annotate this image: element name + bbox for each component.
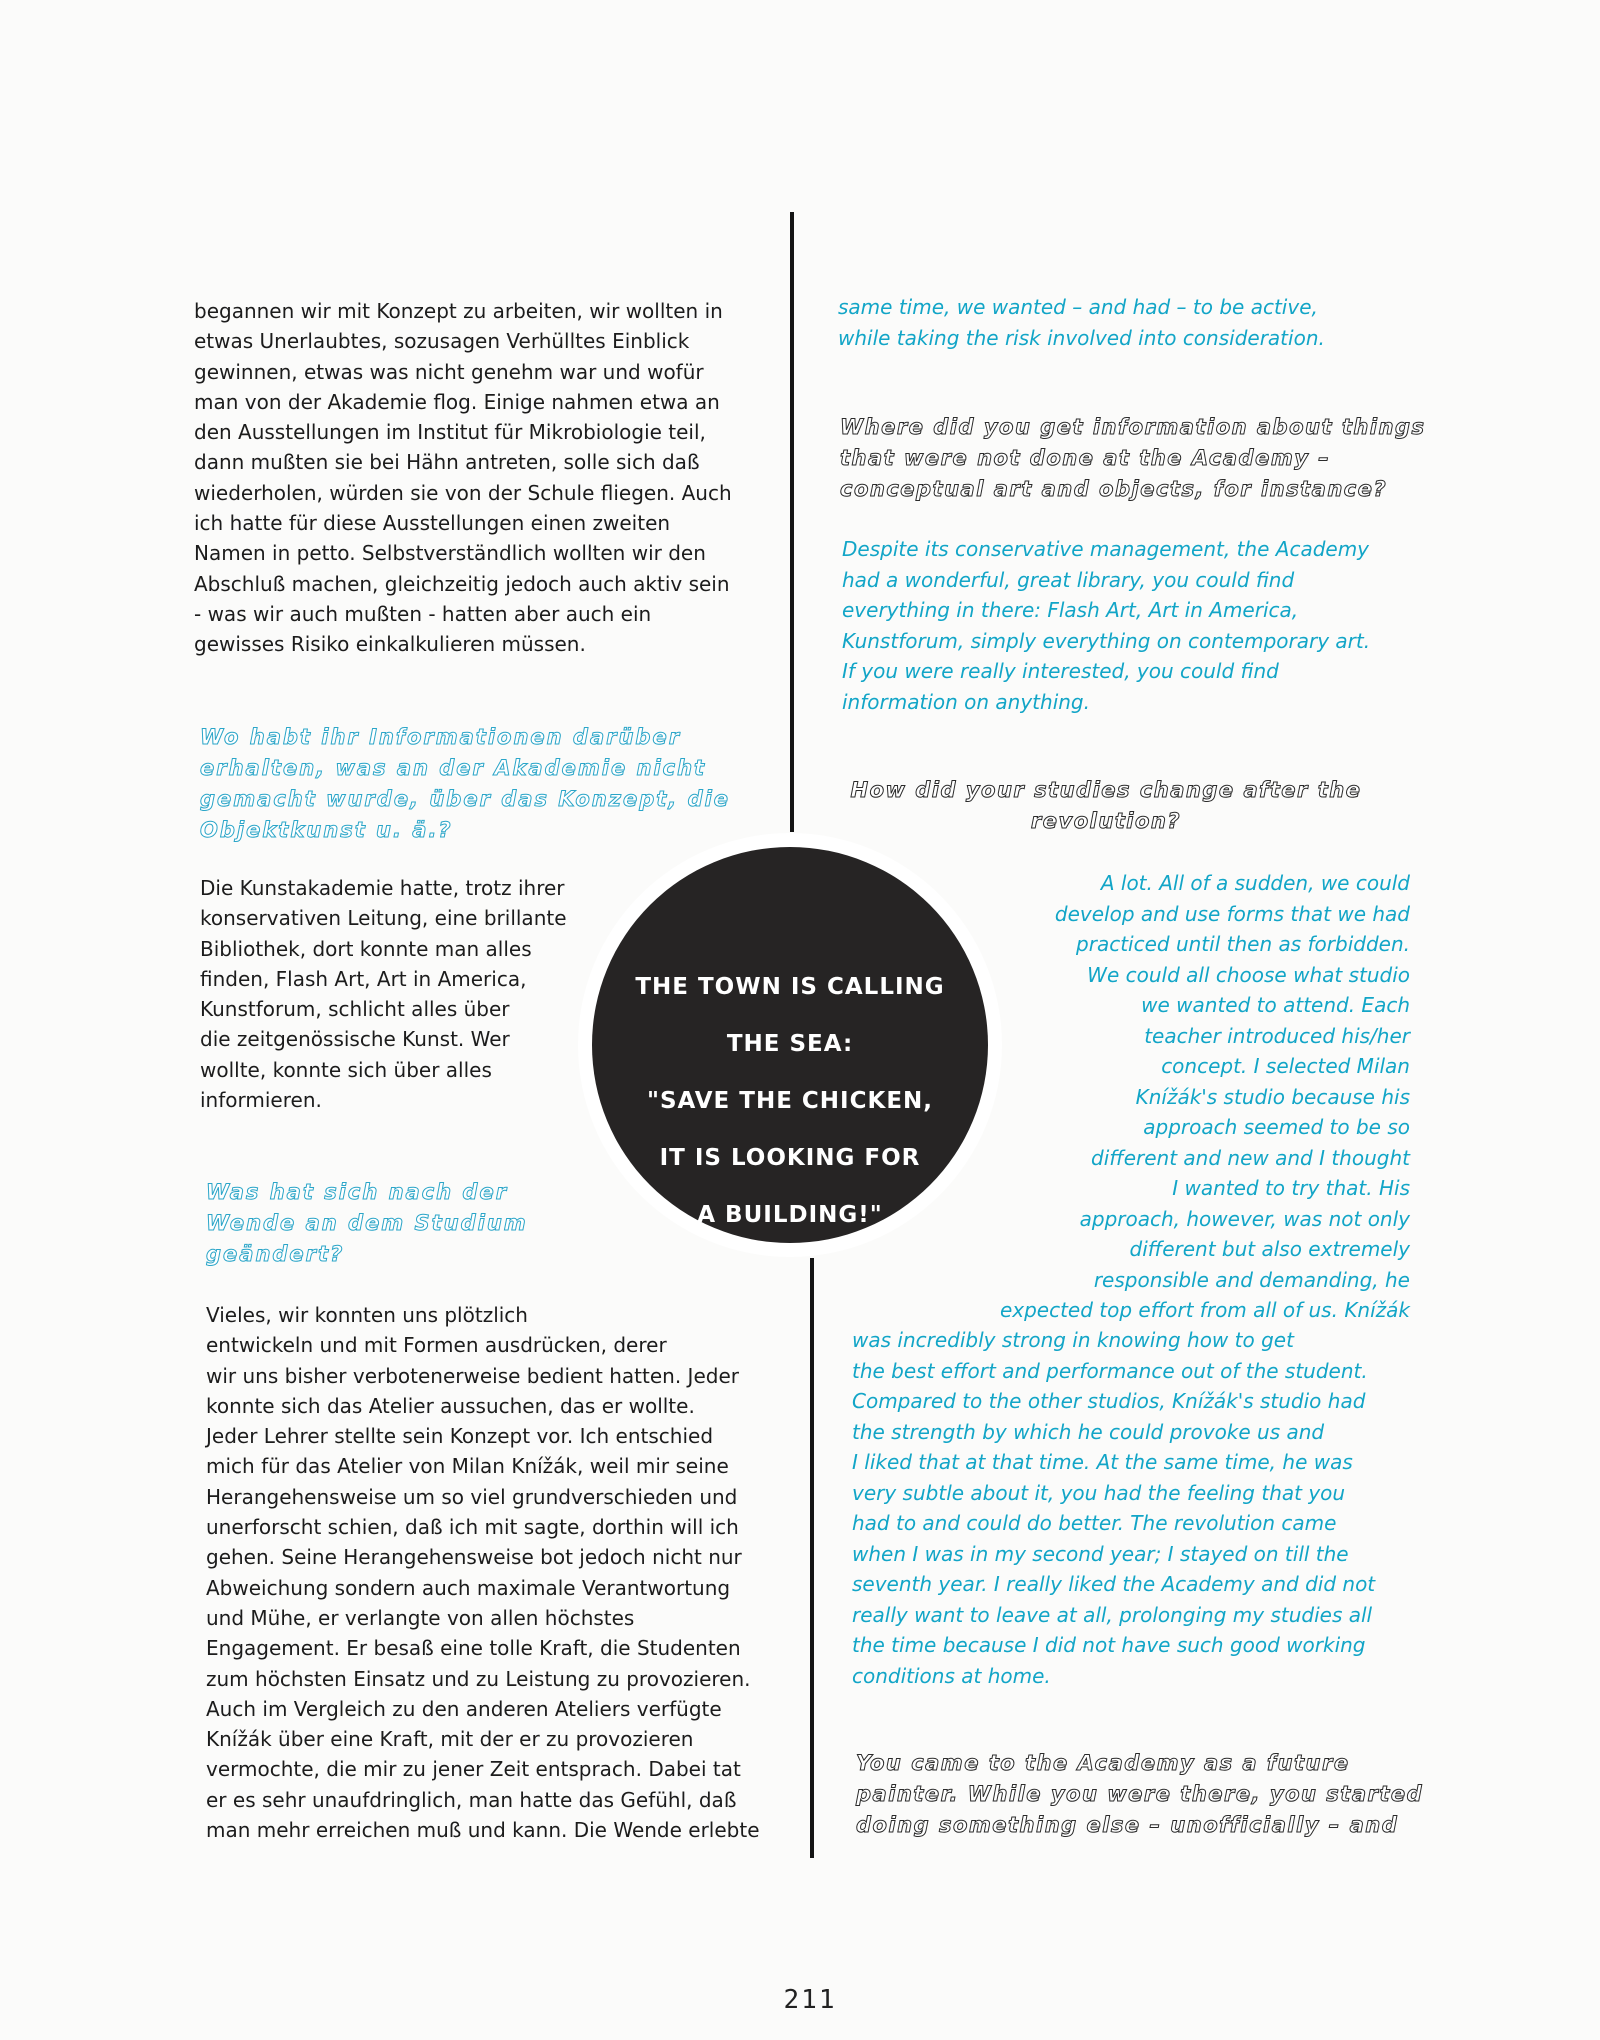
pull-quote-circle xyxy=(578,833,1002,1257)
english-question-1: Where did you get information about things that were not done at the Academy – conceptual art and objects, for instance? xyxy=(840,415,1426,501)
column-divider-top xyxy=(790,212,794,832)
german-paragraph-3: Vieles, wir konnten uns plötzlich entwickeln und mit Formen ausdrücken, derer wir uns bisher verbotenerweise bedient hatten. Jeder konnte sich das Atelier aussuchen, das er wollte. Jeder Lehrer stellte sein Konzept vor. Ich entschied mich für das Atelier von Milan Knížák, weil mir seine Herangehensweise um so viel grundverschieden und unerforscht schien, daß ich mit sagte, dorthin will ich gehen. Seine Herangehensweise bot jedoch nicht nur Abweichung sondern auch maximale Verantwortung und Mühe, er verlangte von allen höchstes Engagement. Er besaß eine tolle Kraft, die Studenten zum höchsten Einsatz und zu Leistung zu provozieren. Auch im Vergleich zu den anderen Ateliers verfügte Knížák über eine Kraft, mit der er zu provozieren vermochte, die mir zu jener Zeit entsprach. Dabei tat er es sehr unaufdringlich, man hatte das Gefühl, daß man mehr erreichen muß und kann. Die Wende erlebte xyxy=(206,1303,760,1843)
pull-quote-disc xyxy=(592,847,988,1243)
english-question-3: You came to the Academy as a future painter. While you were there, you started doing something else – unofficially – and xyxy=(856,1751,1424,1837)
english-paragraph-3b: was incredibly strong in knowing how to get the best effort and performance out of the student. Compared to the other studios, Knížák's studio had the strength by which he could provoke us and I liked that at that time. At the same time, he was very subtle about it, you had the feeling that you had to and could do better. The revolution came when I was in my second year; I stayed on till the seventh year. I really liked the Academy and did not really want to leave at all, prolonging my studies all the time because I did not have such good working conditions at home. xyxy=(852,1328,1376,1688)
german-paragraph-1: begannen wir mit Konzept zu arbeiten, wir wollten in etwas Unerlaubtes, sozusagen Verhülltes Einblick gewinnen, etwas was nicht genehm war und wofür man von der Akademie flog. Einige nahmen etwa an den Ausstellungen im Institut für Mikrobiologie teil, dann mußten sie bei Hähn antreten, solle sich daß wiederholen, würden sie von der Schule fliegen. Auch ich hatte für diese Ausstellungen einen zweiten Namen in petto. Selbstverständlich wollten wir den Abschluß machen, gleichzeitig jedoch auch aktiv sein - was wir auch mußten - hatten aber auch ein gewisses Risiko einkalkulieren müssen. xyxy=(194,299,732,657)
english-paragraph-2: Despite its conservative management, the Academy had a wonderful, great library, you could find everything in there: Flash Art, Art in America, Kunstforum, simply everything on contemporary art. If you were really interested, you could find information on anything. xyxy=(842,537,1371,714)
english-paragraph-3a: A lot. All of a sudden, we could develop and use forms that we had practiced until then as forbidden. We could all choose what studio we wanted to attend. Each teacher introduced his/her concept. I selected Milan Knížák's studio because his approach seemed to be so different and new and I thought I wanted to try that. His approach, however, was not only different but also extremely responsible and demanding, he expected top effort from all of us. Knížák xyxy=(999,871,1410,1322)
pull-quote-text: THE TOWN IS CALLING THE SEA: "SAVE THE CHICKEN, IT IS LOOKING FOR A BUILDING!" xyxy=(635,974,945,1228)
german-question-2: Was hat sich nach der Wende an dem Studium geändert? xyxy=(206,1180,528,1266)
page-number: 211 xyxy=(783,1985,837,2015)
english-question-2: How did your studies change after the revolution? xyxy=(850,778,1362,833)
column-divider-bottom xyxy=(810,1258,814,1858)
german-question-1: Wo habt ihr Informationen darüber erhalten, was an der Akademie nicht gemacht wurde, über das Konzept, die Objektkunst u. ä.? xyxy=(200,725,731,842)
english-paragraph-1: same time, we wanted – and had – to be active, while taking the risk involved into consideration. xyxy=(838,295,1325,350)
german-paragraph-2: Die Kunstakademie hatte, trotz ihrer konservativen Leitung, eine brillante Bibliothek, dort konnte man alles finden, Flash Art, Art in America, Kunstforum, schlicht alles über die zeitgenössische Kunst. Wer wollte, konnte sich über alles informieren. xyxy=(200,876,567,1113)
